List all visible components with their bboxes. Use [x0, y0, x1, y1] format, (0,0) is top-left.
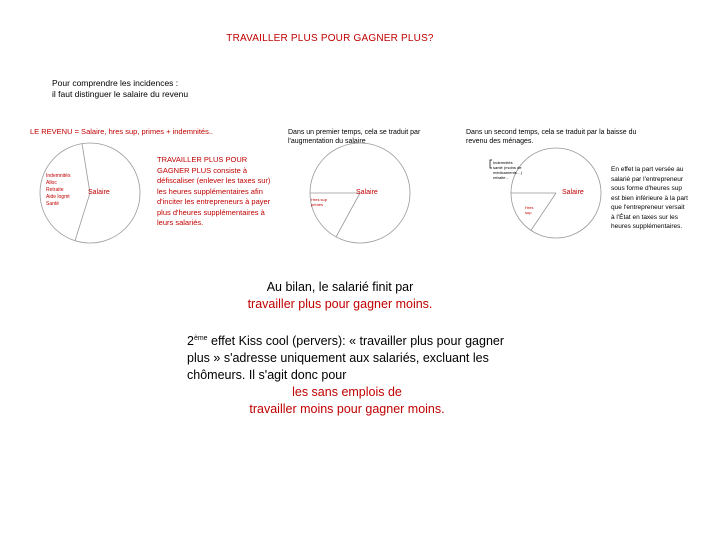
pie3-divider-bottom [531, 193, 556, 230]
intro-line-1: Pour comprendre les incidences : [52, 78, 179, 88]
pie2-slice-label [311, 197, 327, 207]
intro-line-2: il faut distinguer le salaire du revenu [52, 89, 189, 99]
second-effect-text [187, 330, 507, 418]
pie-chart-second-step [511, 148, 601, 238]
pie1-divider-bottom [75, 193, 90, 241]
pie1-divider-top [82, 144, 90, 193]
pie3-small-label-line: Hres [525, 205, 534, 210]
pie1-slice-label [46, 173, 70, 208]
effect-red-line-2: travailler moins pour gagner moins. [249, 402, 445, 417]
effect-body: effet Kiss cool (pervers): « travailler plus pour gagner plus » s'adresse uniquement aux salariés, excluant les chômeurs. Il s'agit donc pour [187, 334, 505, 383]
pie1-slice-label-line: Retraite [46, 187, 64, 193]
pie1-slice-label-line: Alloc [46, 180, 57, 186]
pie1-slice-label-line: Santé [46, 201, 60, 207]
pie3-slice-label-line: retraite… [493, 175, 510, 180]
tps-explanation: TRAVAILLER PLUS POUR GAGNER PLUS consiste à défiscaliser (enlever les taxes sur) les heures supplémentaires afin d'inciter les entrepreneurs à payer plus d'heures supplémentaires à leurs salariés. [157, 155, 271, 227]
revenu-definition: LE REVENU = Salaire, hres sup, primes + indemnités.. [30, 127, 213, 136]
page-title: TRAVAILLER PLUS POUR GAGNER PLUS? [226, 33, 434, 44]
pie3-label-bracket [490, 160, 492, 168]
pie1-slice-label-line: Aide logmt [46, 194, 70, 200]
effect-number: 2 [187, 334, 194, 349]
pie1-slice-label-line: Indemnités [46, 173, 71, 179]
first-step-note: Dans un premier temps, cela se traduit par l'augmentation du salaire [288, 129, 421, 145]
pie2-slice-label-line: Hres sup [311, 197, 328, 202]
pie3-slice-label-line: Indemnités [493, 160, 513, 165]
pie3-small-label-line: sup [525, 210, 532, 215]
bilan-line-1: Au bilan, le salarié finit par [266, 280, 414, 294]
pie1-main-label: Salaire [88, 189, 110, 196]
bilan-line-2: travailler plus pour gagner moins. [247, 297, 433, 311]
pie3-small-label [525, 205, 533, 215]
effect-red-line-1: les sans emplois de [292, 385, 402, 400]
pie2-main-label: Salaire [356, 189, 378, 196]
pie3-slice-label-line: santé (moins de [493, 165, 522, 170]
bilan-text [200, 279, 480, 313]
pie3-slice-label-line: médicaments…) [493, 170, 523, 175]
pie3-slice-label [493, 160, 522, 180]
side-explanation: En effet la part versée au salarié par l'entrepreneur sous forme d'heures sup est bien inférieure à la part que l'entrepreneur versait à l'État en taxes sur les heures supplémentaires. [611, 166, 688, 230]
pie2-slice-label-line: primes [311, 202, 324, 207]
pie3-main-label: Salaire [562, 189, 584, 196]
effect-ordinal-suffix: ème [193, 335, 208, 342]
second-step-note: Dans un second temps, cela se traduit par la baisse du revenu des ménages. [466, 129, 637, 145]
pie2-divider-bottom [336, 193, 360, 237]
